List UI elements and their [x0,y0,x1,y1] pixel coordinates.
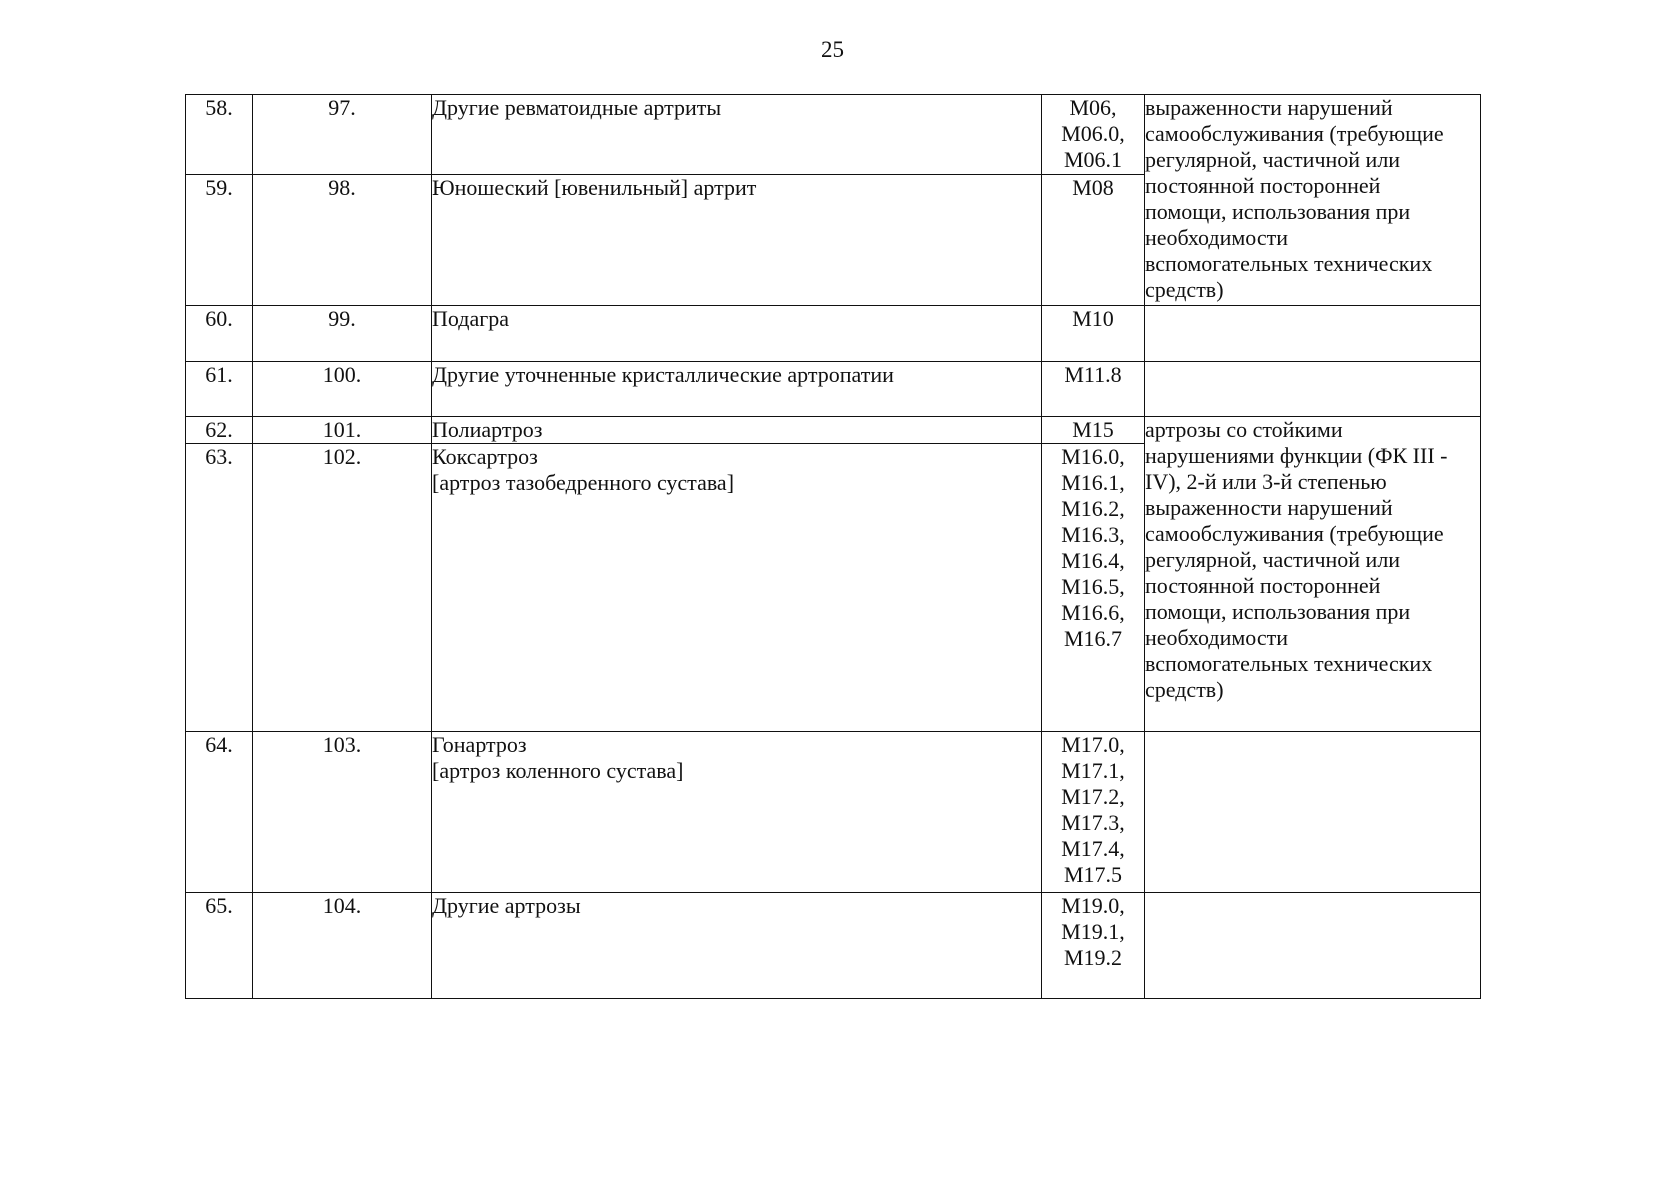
icd-code: М16.6, [1061,600,1125,625]
item-number-cell: 102. [253,444,432,732]
icd-code-cell [1042,362,1145,417]
icd-code: М17.5 [1063,862,1123,887]
disease-name-line: Другие артрозы [432,893,581,918]
disease-name-line: [артроз коленного сустава] [432,758,684,783]
description-line: вспомогательных технических [1145,251,1433,276]
description-line: IV), 2-й или 3-й степенью [1145,469,1387,494]
table-row [186,893,1481,999]
row-number-cell: 59. [186,175,253,306]
disease-name-cell [432,175,1042,306]
icd-code: М16.5, [1061,574,1125,599]
icd-code: М17.1, [1061,758,1125,783]
icd-code: М16.7 [1063,626,1123,651]
table-row [186,362,1481,417]
icd-code: М16.4, [1061,548,1125,573]
disease-name-cell [432,362,1042,417]
description-cell [1145,417,1481,732]
description-line: постоянной посторонней [1145,173,1381,198]
icd-code: М17.2, [1061,784,1125,809]
description-line: необходимости [1145,225,1289,250]
item-number-cell: 99. [253,306,432,362]
row-number-cell: 61. [186,362,253,417]
icd-code: М19.2 [1063,945,1123,970]
table-row [186,95,1481,175]
row-number-cell: 63. [186,444,253,732]
description-cell [1145,732,1481,893]
row-number-cell: 58. [186,95,253,175]
table-row [186,306,1481,362]
disease-name-line: Полиартроз [432,417,543,442]
item-number-cell: 104. [253,893,432,999]
description-line: вспомогательных технических [1145,651,1433,676]
row-number-cell: 65. [186,893,253,999]
description-cell [1145,362,1481,417]
disease-name-cell [432,417,1042,444]
description-cell [1145,306,1481,362]
disease-name-cell [432,444,1042,732]
disease-name-line: Другие ревматоидные артриты [432,95,722,120]
description-line: выраженности нарушений [1145,495,1393,520]
icd-code: М06.0, [1061,121,1125,146]
icd-code: М08 [1072,175,1114,200]
icd-code: М11.8 [1064,362,1122,387]
page-number: 25 [821,37,844,62]
description-line: помощи, использования при [1145,599,1411,624]
icd-code: М17.3, [1061,810,1125,835]
icd-code: М16.1, [1061,470,1125,495]
description-line: выраженности нарушений [1145,95,1393,120]
disease-name-line: Юношеский [ювенильный] артрит [432,175,757,200]
disease-name-line: [артроз тазобедренного сустава] [432,470,735,495]
icd-code: М16.0, [1061,444,1125,469]
item-number-cell: 103. [253,732,432,893]
table-row [186,417,1481,444]
description-line: регулярной, частичной или [1145,547,1401,572]
icd-code: М10 [1072,306,1114,331]
icd-code: М19.0, [1061,893,1125,918]
disease-name-cell [432,95,1042,175]
description-cell [1145,893,1481,999]
icd-code: М06, [1069,95,1117,120]
disease-name-cell [432,893,1042,999]
icd-code-cell [1042,175,1145,306]
description-line: средств) [1145,677,1224,702]
description-line: необходимости [1145,625,1289,650]
icd-code: М16.3, [1061,522,1125,547]
disease-name-line: Другие уточненные кристаллические артропатии [432,362,894,387]
description-cell [1145,95,1481,306]
icd-code: М06.1 [1063,147,1123,172]
icd-code-cell [1042,732,1145,893]
disease-name-cell [432,306,1042,362]
item-number-cell: 101. [253,417,432,444]
icd-code: М17.4, [1061,836,1125,861]
description-line: артрозы со стойкими [1145,417,1343,442]
description-line: средств) [1145,277,1224,302]
disease-name-line: Гонартроз [432,732,527,757]
item-number-cell: 97. [253,95,432,175]
icd-code-cell [1042,95,1145,175]
item-number-cell: 100. [253,362,432,417]
row-number-cell: 60. [186,306,253,362]
icd-code-cell [1042,444,1145,732]
disease-name-cell [432,732,1042,893]
diagnosis-table [185,94,1481,999]
icd-code-cell [1042,893,1145,999]
icd-code-cell [1042,306,1145,362]
disease-name-line: Коксартроз [432,444,538,469]
icd-code: М17.0, [1061,732,1125,757]
item-number-cell: 98. [253,175,432,306]
description-line: помощи, использования при [1145,199,1411,224]
icd-code: М16.2, [1061,496,1125,521]
description-line: самообслуживания (требующие [1145,121,1444,146]
description-line: регулярной, частичной или [1145,147,1401,172]
description-line: самообслуживания (требующие [1145,521,1444,546]
table-row [186,732,1481,893]
row-number-cell: 64. [186,732,253,893]
row-number-cell: 62. [186,417,253,444]
icd-code: М19.1, [1061,919,1125,944]
icd-code-cell [1042,417,1145,444]
description-line: нарушениями функции (ФК III - [1145,443,1448,468]
icd-code: М15 [1072,417,1114,442]
description-line: постоянной посторонней [1145,573,1381,598]
disease-name-line: Подагра [432,306,509,331]
